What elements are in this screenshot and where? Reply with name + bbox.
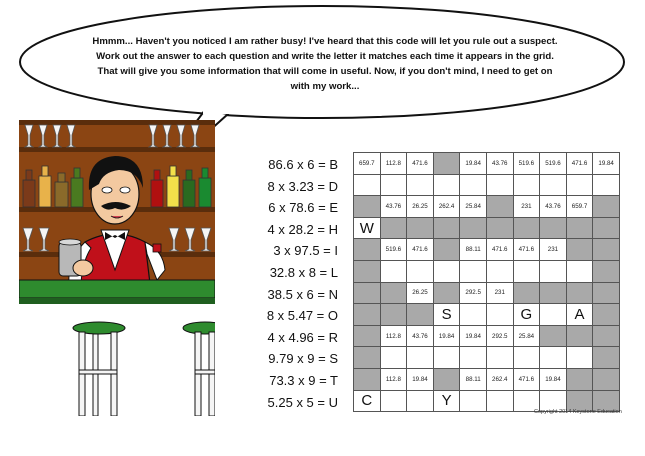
question-line: 4 x 28.2 = H bbox=[267, 221, 338, 237]
grid-cell-empty[interactable] bbox=[513, 260, 540, 282]
grid-row bbox=[354, 196, 620, 218]
grid-cell-blocked bbox=[433, 153, 460, 175]
grid-cell-letter[interactable]: W bbox=[354, 217, 381, 239]
grid-cell-empty[interactable] bbox=[460, 390, 487, 412]
grid-cell-number[interactable]: 19.84 bbox=[540, 368, 567, 390]
grid-cell-number[interactable]: 519.6 bbox=[513, 153, 540, 175]
grid-cell-number[interactable]: 19.84 bbox=[460, 153, 487, 175]
grid-cell-number[interactable]: 19.84 bbox=[460, 325, 487, 347]
grid-cell-number[interactable]: 43.76 bbox=[380, 196, 407, 218]
grid-cell-empty[interactable] bbox=[407, 390, 434, 412]
grid-cell-number[interactable]: 471.6 bbox=[513, 368, 540, 390]
question-line: 3 x 97.5 = I bbox=[273, 243, 338, 259]
grid-cell-blocked bbox=[593, 239, 620, 261]
question-line: 86.6 x 6 = B bbox=[268, 157, 338, 172]
grid-cell-number[interactable]: 25.84 bbox=[513, 325, 540, 347]
grid-cell-letter[interactable]: S bbox=[433, 304, 460, 326]
grid-cell-empty[interactable] bbox=[513, 174, 540, 196]
grid-row bbox=[354, 347, 620, 369]
grid-cell-number[interactable]: 43.76 bbox=[486, 153, 513, 175]
grid-cell-number[interactable]: 43.76 bbox=[540, 196, 567, 218]
grid-cell-blocked bbox=[513, 282, 540, 304]
grid-cell-empty[interactable] bbox=[566, 174, 593, 196]
grid-cell-number[interactable]: 43.76 bbox=[407, 325, 434, 347]
grid-cell-empty[interactable] bbox=[566, 260, 593, 282]
grid-cell-blocked bbox=[593, 368, 620, 390]
grid-cell-blocked bbox=[380, 217, 407, 239]
grid-cell-blocked bbox=[354, 196, 381, 218]
grid-cell-number[interactable]: 471.6 bbox=[407, 239, 434, 261]
grid-cell-blocked bbox=[433, 239, 460, 261]
grid-cell-empty[interactable] bbox=[380, 347, 407, 369]
speech-bubble-text: Hmmm... Haven't you noticed I am rather busy! I've heard that this code will let you rule out a suspect. Work out the answer to each question and write the letter it matches each time it appears in the grid. That will give you some information that will come in useful. Now, if you don't mind, I need to get on with my work... bbox=[92, 36, 558, 92]
grid-cell-blocked bbox=[354, 260, 381, 282]
grid-cell-number[interactable]: 19.84 bbox=[407, 368, 434, 390]
grid-cell-letter[interactable]: Y bbox=[433, 390, 460, 412]
grid-cell-blocked bbox=[486, 217, 513, 239]
grid-cell-number[interactable]: 112.8 bbox=[380, 368, 407, 390]
question-line: 5.25 x 5 = U bbox=[267, 394, 338, 410]
question-line: 9.79 x 9 = S bbox=[268, 351, 338, 367]
question-line: 73.3 x 9 = T bbox=[269, 372, 338, 388]
grid-row bbox=[354, 260, 620, 282]
grid-cell-blocked bbox=[566, 325, 593, 347]
answer-grid bbox=[353, 152, 620, 412]
grid-cell-letter[interactable]: A bbox=[566, 304, 593, 326]
question-list bbox=[250, 154, 338, 413]
grid-cell-empty[interactable] bbox=[433, 347, 460, 369]
grid-cell-empty[interactable] bbox=[354, 174, 381, 196]
grid-cell-number[interactable]: 519.6 bbox=[540, 153, 567, 175]
grid-cell-blocked bbox=[433, 368, 460, 390]
grid-cell-blocked bbox=[566, 282, 593, 304]
question-line: 32.8 x 8 = L bbox=[269, 264, 338, 280]
grid-cell-blocked bbox=[433, 217, 460, 239]
grid-cell-blocked bbox=[540, 217, 567, 239]
grid-cell-blocked bbox=[380, 304, 407, 326]
grid-cell-number[interactable]: 88.11 bbox=[460, 368, 487, 390]
grid-cell-empty[interactable] bbox=[407, 174, 434, 196]
grid-cell-blocked bbox=[540, 325, 567, 347]
grid-cell-number[interactable]: 659.7 bbox=[566, 196, 593, 218]
grid-row bbox=[354, 304, 620, 326]
grid-cell-blocked bbox=[407, 304, 434, 326]
grid-cell-blocked bbox=[593, 217, 620, 239]
grid-cell-number[interactable]: 471.6 bbox=[566, 153, 593, 175]
grid-cell-blocked bbox=[407, 217, 434, 239]
grid-cell-blocked bbox=[593, 282, 620, 304]
grid-cell-empty[interactable] bbox=[407, 347, 434, 369]
grid-cell-number[interactable]: 231 bbox=[540, 239, 567, 261]
grid-cell-empty[interactable] bbox=[433, 260, 460, 282]
grid-cell-number[interactable]: 292.5 bbox=[460, 282, 487, 304]
grid-cell-empty[interactable] bbox=[460, 304, 487, 326]
grid-cell-number[interactable]: 19.84 bbox=[433, 325, 460, 347]
grid-cell-empty[interactable] bbox=[460, 347, 487, 369]
question-line: 8 x 5.47 = O bbox=[266, 308, 338, 324]
grid-cell-empty[interactable] bbox=[486, 304, 513, 326]
grid-cell-letter[interactable]: G bbox=[513, 304, 540, 326]
grid-cell-number[interactable]: 519.6 bbox=[380, 239, 407, 261]
grid-cell-number[interactable]: 112.8 bbox=[380, 153, 407, 175]
grid-cell-number[interactable]: 659.7 bbox=[354, 153, 381, 175]
grid-cell-number[interactable]: 471.6 bbox=[513, 239, 540, 261]
grid-cell-number[interactable]: 471.6 bbox=[407, 153, 434, 175]
grid-cell-blocked bbox=[486, 196, 513, 218]
grid-row bbox=[354, 282, 620, 304]
grid-cell-number[interactable]: 231 bbox=[486, 282, 513, 304]
question-line: 8 x 3.23 = D bbox=[267, 178, 338, 194]
bartender-illustration bbox=[19, 120, 215, 416]
grid-row bbox=[354, 368, 620, 390]
grid-cell-blocked bbox=[593, 304, 620, 326]
copyright-text: Copyright 2014 Keystone Education bbox=[534, 409, 622, 415]
grid-cell-empty[interactable] bbox=[380, 260, 407, 282]
grid-cell-number[interactable]: 292.5 bbox=[486, 325, 513, 347]
grid-cell-empty[interactable] bbox=[593, 174, 620, 196]
grid-cell-number[interactable]: 262.4 bbox=[486, 368, 513, 390]
grid-cell-blocked bbox=[593, 325, 620, 347]
grid-cell-number[interactable]: 26.25 bbox=[407, 282, 434, 304]
grid-cell-blocked bbox=[593, 196, 620, 218]
grid-cell-number[interactable]: 88.11 bbox=[460, 239, 487, 261]
grid-cell-empty[interactable] bbox=[540, 174, 567, 196]
grid-cell-number[interactable]: 25.84 bbox=[460, 196, 487, 218]
grid-cell-blocked bbox=[354, 282, 381, 304]
grid-cell-empty[interactable] bbox=[566, 347, 593, 369]
grid-row bbox=[354, 239, 620, 261]
grid-cell-blocked bbox=[460, 217, 487, 239]
question-line: 6 x 78.6 = E bbox=[268, 200, 338, 216]
grid-cell-number[interactable]: 231 bbox=[513, 196, 540, 218]
grid-cell-empty[interactable] bbox=[540, 347, 567, 369]
grid-cell-blocked bbox=[354, 347, 381, 369]
grid-cell-empty[interactable] bbox=[486, 390, 513, 412]
grid-cell-number[interactable]: 262.4 bbox=[433, 196, 460, 218]
grid-cell-empty[interactable] bbox=[380, 390, 407, 412]
grid-cell-blocked bbox=[593, 260, 620, 282]
grid-cell-empty[interactable] bbox=[460, 260, 487, 282]
grid-cell-empty[interactable] bbox=[486, 174, 513, 196]
grid-cell-blocked bbox=[433, 282, 460, 304]
grid-cell-blocked bbox=[566, 217, 593, 239]
grid-cell-blocked bbox=[380, 282, 407, 304]
grid-cell-empty[interactable] bbox=[486, 347, 513, 369]
grid-cell-blocked bbox=[354, 368, 381, 390]
grid-cell-number[interactable]: 26.25 bbox=[407, 196, 434, 218]
grid-cell-blocked bbox=[566, 368, 593, 390]
grid-cell-empty[interactable] bbox=[540, 260, 567, 282]
grid-cell-blocked bbox=[513, 217, 540, 239]
grid-cell-empty[interactable] bbox=[486, 260, 513, 282]
grid-row bbox=[354, 217, 620, 239]
grid-cell-blocked bbox=[354, 304, 381, 326]
grid-cell-number[interactable]: 19.84 bbox=[593, 153, 620, 175]
grid-row bbox=[354, 153, 620, 175]
grid-cell-blocked bbox=[593, 347, 620, 369]
grid-cell-blocked bbox=[566, 239, 593, 261]
grid-cell-empty[interactable] bbox=[433, 174, 460, 196]
grid-cell-empty[interactable] bbox=[380, 174, 407, 196]
grid-cell-empty[interactable] bbox=[407, 260, 434, 282]
grid-row bbox=[354, 325, 620, 347]
question-line: 4 x 4.96 = R bbox=[267, 329, 338, 345]
grid-cell-empty[interactable] bbox=[540, 304, 567, 326]
grid-cell-empty[interactable] bbox=[513, 347, 540, 369]
grid-cell-blocked bbox=[540, 282, 567, 304]
grid-cell-number[interactable]: 112.8 bbox=[380, 325, 407, 347]
grid-cell-empty[interactable] bbox=[460, 174, 487, 196]
grid-cell-letter[interactable]: C bbox=[354, 390, 381, 412]
grid-cell-number[interactable]: 471.6 bbox=[486, 239, 513, 261]
grid-cell-blocked bbox=[354, 239, 381, 261]
grid-cell-blocked bbox=[354, 325, 381, 347]
question-line: 38.5 x 6 = N bbox=[267, 286, 338, 302]
grid-row bbox=[354, 174, 620, 196]
